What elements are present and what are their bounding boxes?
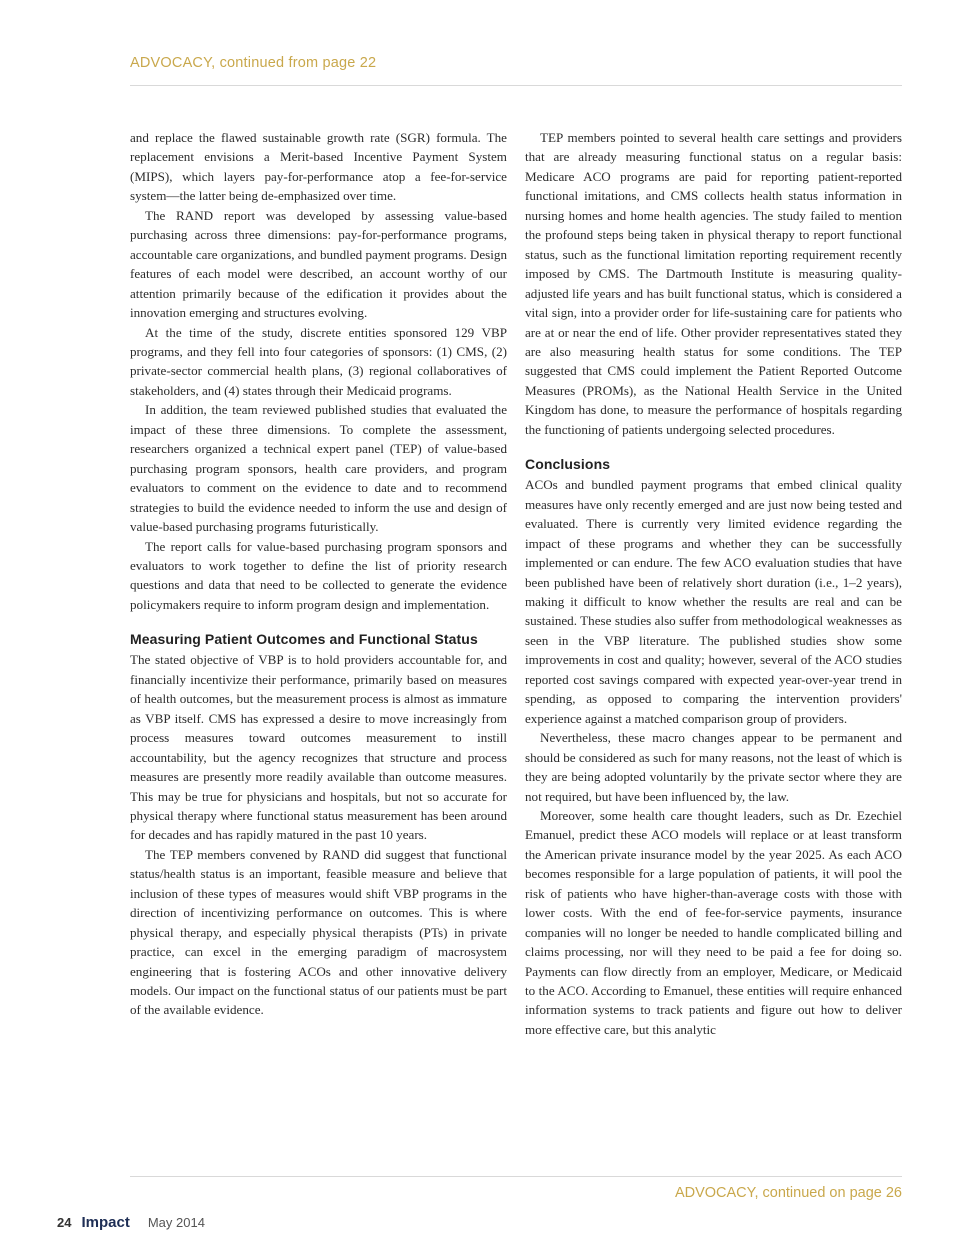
paragraph: The stated objective of VBP is to hold providers accountable for, and financially incentivize their performance, primarily based on measures of health outcomes, but the measurement process is almost as immature as VBP itself. CMS has expressed a desire to move increasingly from process measures toward outcomes measurement to instill accountability, but the agency recognizes that structure and process measures are presently more readily available than outcome measures. This may be true for physicians and hospitals, but not so accurate for physical therapy where functional status measurement has been around for decades and has rapidly matured in the past 10 years.: [130, 652, 507, 843]
section-heading-conclusions: Conclusions: [525, 456, 611, 473]
magazine-logo: Impact: [81, 1214, 130, 1231]
paragraph: The report calls for value-based purchasing program sponsors and evaluators to work together to define the list of priority research questions and data that need to be collected to generate the evidence policymakers require to inform program design and implementation.: [130, 538, 507, 612]
right-column: [525, 128, 902, 1039]
paragraph: Nevertheless, these macro changes appear to be permanent and should be considered as such for many reasons, not the least of which is they are being adopted voluntarily by the private sector where they are not required, but have been influenced by, the law.: [525, 730, 902, 804]
top-divider: [130, 85, 902, 86]
paragraph: At the time of the study, discrete entities sponsored 129 VBP programs, and they fell into four categories of sponsors: (1) CMS, (2) private-sector commercial health plans, (3) regional collaboratives of stakeholders, and (4) states through their Medicaid programs.: [130, 324, 507, 398]
paragraph: Moreover, some health care thought leaders, such as Dr. Ezechiel Emanuel, predict these ACO models will replace or at least transform the American private insurance model by the year 2025. As each ACO becomes responsible for a large population of patients, it will pool the risk of patients who have higher-than-average costs with those with lower costs. With the end of fee-for-service payments, insurance companies will no longer be needed to handle complicated billing and claims processing, nor will they need to be paid a fee for doing so. Payments can flow directly from an employer, Medicare, or Medicaid to the ACO. According to Emanuel, these entities will require enhanced information systems to track patients and figure out how to deliver more effective care, but this analytic: [525, 807, 902, 1037]
page-number: 24: [57, 1215, 72, 1230]
page-footer: [57, 1214, 205, 1231]
paragraph: TEP members pointed to several health care settings and providers that are already measuring functional status on a regular basis: Medicare ACO programs are paid for reporting patient-reported functional imitations, and CMS collects health status information in nursing homes and home health agencies. The study failed to mention the profound steps being taken in physical therapy to report functional status, such as the functional limitation reporting requirement recently imposed by CMS. The Dartmouth Institute is measuring quality-adjusted life years and has built functional status, which is considered a vital sign, into a provider order for life-sustaining care for patients who are at or near the end of life. Other provider representatives stated they are also measuring health status for some conditions. The TEP suggested that CMS could implement the Patient Reported Outcome Measures (PROMs), as the National Health Service in the United Kingdom has done, to measure the performance of hospitals regarding the functioning of patients undergoing selected procedures.: [525, 130, 902, 437]
paragraph: The RAND report was developed by assessing value-based purchasing across three dimensions: pay-for-performance programs, accountable care organizations, and bundled payment programs. Design features of each model were described, an account worthy of our attention primarily because of the edification it provides about the innovation emerging and structures evolving.: [130, 207, 507, 321]
paragraph: In addition, the team reviewed published studies that evaluated the impact of these three dimensions. To complete the assessment, researchers organized a technical expert panel (TEP) of value-based purchasing program sponsors, health care providers, and program evaluators to comment on the evidence to date and to recommend strategies to build the evidence needed to inform the use and design of value-based purchasing programs futuristically.: [130, 402, 507, 535]
section-heading-outcomes: Measuring Patient Outcomes and Functional Status: [130, 631, 478, 648]
continued-from-label: ADVOCACY, continued from page 22: [130, 55, 377, 71]
paragraph: and replace the flawed sustainable growth rate (SGR) formula. The replacement envisions a Merit-based Incentive Payment System (MIPS), which layers pay-for-performance atop a fee-for-service system—the latter being de-emphasized over time.: [130, 130, 507, 204]
continued-on-label: ADVOCACY, continued on page 26: [674, 1185, 902, 1201]
paragraph: The TEP members convened by RAND did suggest that functional status/health status is an important, feasible measure and believe that inclusion of these types of measures would shift VBP programs in the direction of incentivizing performance on outcomes. This is where physical therapy, and especially physical therapists (PTs) in private practice, can excel in the emerging paradigm of macrosystem engineering that is fostering ACOs and other innovative delivery models. Our impact on the functional status of our patients must be part of the available evidence.: [130, 846, 507, 1018]
bottom-divider: [130, 1176, 902, 1177]
left-column: [130, 128, 507, 1020]
paragraph: ACOs and bundled payment programs that embed clinical quality measures have only recently emerged and are just now being tested and evaluated. There is currently very limited evidence regarding the impact of these programs and whether they can be successfully implemented or can endure. The few ACO evaluation studies that have been published have been of relatively short duration (i.e., 1–2 years), making it difficult to know whether the results are real and can be sustained. These studies also suffer from methodological weaknesses as seen in the VBP literature. The published studies show some improvements in cost and quality; however, several of the ACO studies reported cost savings compared with expected year-over-year trend in spending, as opposed to comparing the intervention providers' experience against a matched comparison group of providers.: [525, 477, 902, 726]
issue-date: May 2014: [147, 1215, 205, 1230]
